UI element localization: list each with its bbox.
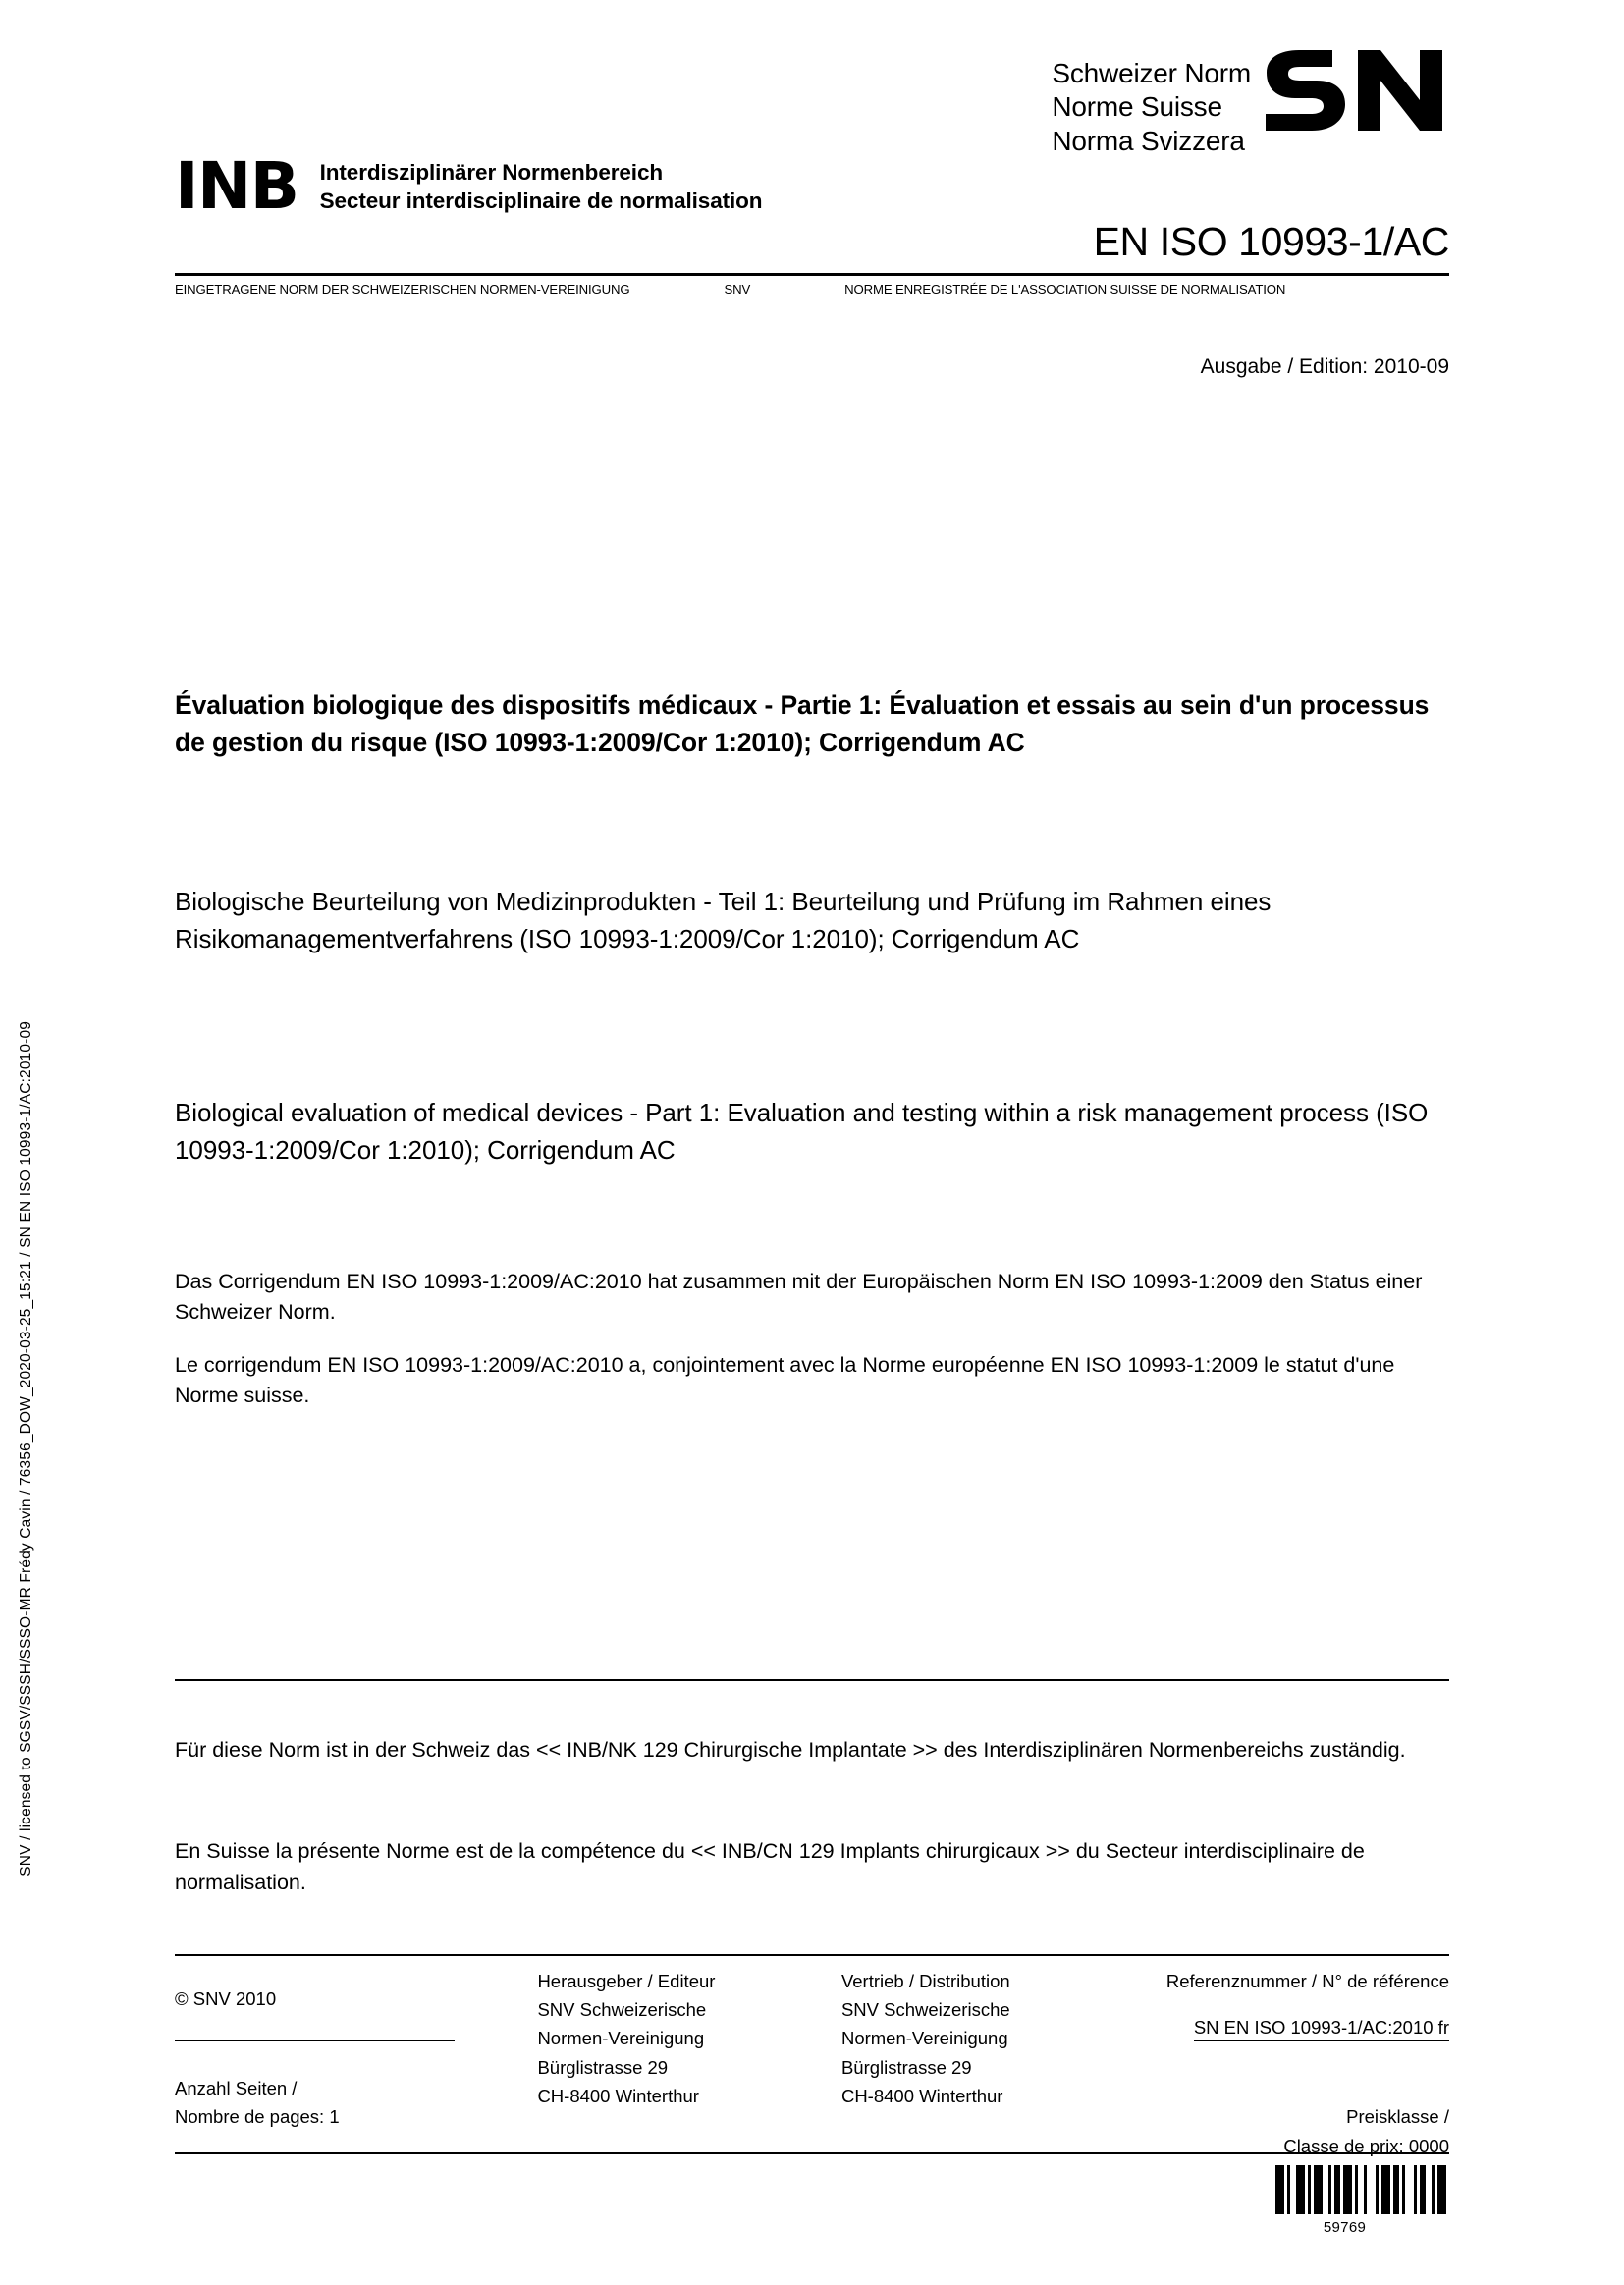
document-footer <box>175 1967 1449 2160</box>
price-class-value: Classe de prix: 0000 <box>1283 2135 1449 2156</box>
document-header <box>175 47 1449 264</box>
footer-reference-column <box>1135 1967 1449 2160</box>
title-french: Évaluation biologique des dispositifs médicaux - Partie 1: Évaluation et essais au sein d'un processus de gestion du risque (ISO 10993-1:2009/Cor 1:2010); Corrigendum AC <box>175 690 1430 757</box>
header-divider-rule <box>175 273 1449 276</box>
distribution-line-1: SNV Schweizerische <box>840 1999 1010 2021</box>
sn-lang-it: Norma Svizzera <box>1052 125 1245 156</box>
page-count-label: Anzahl Seiten / <box>175 2078 298 2099</box>
status-paragraph-french: Le corrigendum EN ISO 10993-1:2009/AC:2010 a, conjointement avec la Norme européenne EN ISO 10993-1:2009 le statut d'une Norme suisse. <box>175 1353 1395 1408</box>
inb-line-de: Interdisziplinärer Normenbereich <box>319 159 664 185</box>
price-class-label: Preisklasse / <box>1346 2106 1449 2128</box>
reference-underline-rule <box>1194 2040 1449 2041</box>
sn-lang-de: Schweizer Norm <box>1052 58 1251 88</box>
registration-line <box>175 282 1449 297</box>
footer-divider-rule <box>175 1954 1449 1956</box>
publisher-line-2: Normen-Vereinigung <box>537 2028 705 2049</box>
publisher-line-3: Bürglistrasse 29 <box>537 2056 669 2078</box>
reference-heading: Referenznummer / N° de référence <box>1165 1971 1449 1991</box>
committee-divider-rule <box>175 1679 1449 1681</box>
barcode-icon <box>1275 2165 1449 2214</box>
distribution-line-4: CH-8400 Winterthur <box>840 2085 1003 2106</box>
footer-distribution-column <box>841 1967 1136 2160</box>
publisher-line-4: CH-8400 Winterthur <box>537 2085 699 2106</box>
footer-copyright-column <box>175 1967 537 2160</box>
publisher-line-1: SNV Schweizerische <box>537 1999 707 2021</box>
publisher-heading: Herausgeber / Editeur <box>537 1971 716 1991</box>
standard-number: EN ISO 10993-1/AC <box>1093 219 1449 264</box>
registration-text-fr: NORME ENREGISTRÉE DE L'ASSOCIATION SUISSE DE NORMALISATION <box>844 282 1286 297</box>
registration-text-de: EINGETRAGENE NORM DER SCHWEIZERISCHEN NORMEN-VEREINIGUNG <box>175 282 630 297</box>
registration-snv: SNV <box>724 282 751 297</box>
distribution-line-3: Bürglistrasse 29 <box>840 2056 972 2078</box>
inb-logo-block <box>175 148 763 224</box>
edition-line: Ausgabe / Edition: 2010-09 <box>1200 355 1449 378</box>
copyright-text: © SNV 2010 <box>175 1988 277 2009</box>
inb-line-fr: Secteur interdisciplinaire de normalisation <box>319 189 763 214</box>
barcode-number: 59769 <box>1323 2219 1367 2236</box>
distribution-line-2: Normen-Vereinigung <box>840 2028 1008 2049</box>
barcode-block <box>1275 2165 1449 2236</box>
sn-logo-languages <box>1052 47 1263 158</box>
page-count-block <box>175 2074 537 2131</box>
inb-mark: INB <box>175 148 298 224</box>
committee-paragraph-german: Für diese Norm ist in der Schweiz das << INB/NK 129 Chirurgische Implantate >> des Interdisziplinären Normenbereichs zuständig. <box>175 1738 1406 1762</box>
distribution-heading: Vertrieb / Distribution <box>840 1971 1010 1991</box>
sn-logo-icon <box>1263 47 1449 134</box>
barcode-divider-rule <box>175 2152 1449 2154</box>
footer-publisher-column <box>537 1967 841 2160</box>
title-german: Biologische Beurteilung von Medizinprodukten - Teil 1: Beurteilung und Prüfung im Rahmen eines Risikomanagementverfahrens (ISO 10993-1:2009/Cor 1:2010); Corrigendum AC <box>175 887 1272 953</box>
copyright-underline-rule <box>175 2040 455 2041</box>
inb-description <box>320 158 763 216</box>
sn-lang-fr: Norme Suisse <box>1052 91 1222 123</box>
page-count-value: Nombre de pages: 1 <box>175 2106 340 2128</box>
reference-number: SN EN ISO 10993-1/AC:2010 fr <box>1193 2017 1449 2039</box>
status-paragraph-german: Das Corrigendum EN ISO 10993-1:2009/AC:2010 hat zusammen mit der Europäischen Norm EN ISO 10993-1:2009 den Status einer Schweizer Norm. <box>175 1270 1423 1325</box>
sn-logo-block <box>1052 47 1449 158</box>
committee-paragraph-french: En Suisse la présente Norme est de la compétence du << INB/CN 129 Implants chirurgicaux >> du Secteur interdisciplinaire de normalisation. <box>175 1839 1365 1894</box>
title-english: Biological evaluation of medical devices - Part 1: Evaluation and testing within a risk management process (ISO 10993-1:2009/Cor 1:2010); Corrigendum AC <box>175 1098 1429 1165</box>
licence-side-text: SNV / licensed to SGSV/SSSH/SSSO-MR Frédy Cavin / 76356_DOW_2020-03-25_15:21 / SN EN ISO 10993-1/AC:2010-09 <box>18 1021 34 1877</box>
